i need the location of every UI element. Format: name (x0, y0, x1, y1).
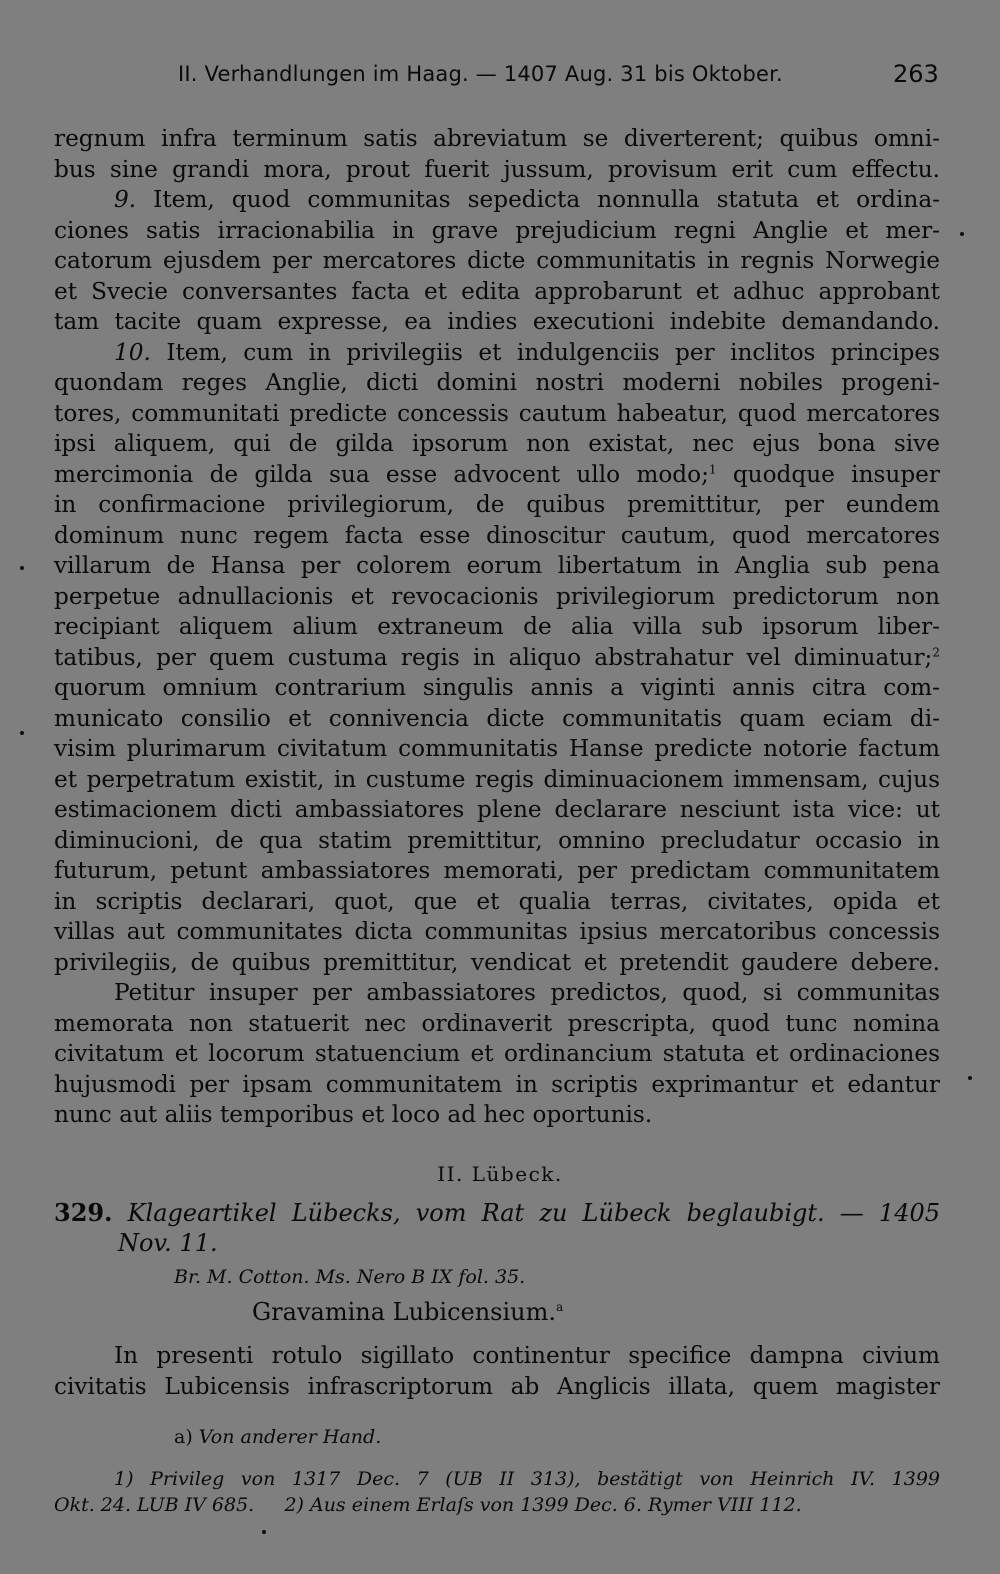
text-line: privilegiis, de quibus premittitur, vendicat et pretendit gaudere debere. (54, 948, 940, 976)
footnote-segment: 2) Aus einem Erlaſs von 1399 Dec. 6. Rymer VIII 112. (284, 1494, 802, 1516)
text-line: tores, communitati predicte concessis cautum habeatur, quod mercatores (54, 399, 940, 427)
text-segment: quodque insuper (716, 460, 940, 488)
text-line: quorum omnium contrarium singulis annis a viginti annis citra com- (54, 674, 940, 701)
footnotes (54, 1466, 940, 1518)
text-segment: mercimonia de gilda sua esse advocent ullo modo; (54, 460, 709, 488)
document-date: Nov. 11. (118, 1229, 218, 1257)
page-number: 263 (893, 60, 939, 88)
main-text (54, 124, 940, 1131)
text-line: tam tacite quam expresse, ea indies executioni indebite demandando. (54, 308, 940, 335)
note-text: Von anderer Hand. (198, 1426, 382, 1448)
text-line: bus sine grandi mora, prout fuerit jussum, provisum erit cum effectu. (54, 155, 940, 183)
text-line: recipiant aliquem alium extraneum de alia villa sub ipsorum liber- (54, 613, 940, 640)
text-line: diminucioni, de qua statim premittitur, omnino precludatur occasio in (54, 826, 940, 854)
margin-speck (262, 1530, 266, 1534)
source-citation: Br. M. Cotton. Ms. Nero B IX fol. 35. (174, 1266, 526, 1288)
item-number: 10. (114, 338, 151, 366)
text-line: villarum de Hansa per colorem eorum libertatum in Anglia sub pena (54, 552, 940, 579)
text-line: memorata non statuerit nec ordinaverit prescripta, quod tunc nomina (54, 1009, 940, 1037)
text-line: regnum infra terminum satis abreviatum se diverterent; quibus omni- (54, 125, 940, 152)
text-line: civitatis Lubicensis infrascriptorum ab Anglicis illata, quem magister (54, 1373, 940, 1400)
text-line: villas aut communitates dicta communitas ipsius mercatoribus concessis (54, 918, 940, 945)
document-heading (54, 1198, 940, 1258)
document-number: 329. (54, 1198, 113, 1227)
text-line (54, 338, 940, 369)
document-title: Klageartikel Lübecks, vom Rat zu Lübeck beglaubigt. — 1405 (127, 1199, 941, 1227)
text-line: in confirmacione privilegiorum, de quibus premittitur, per eundem (54, 491, 940, 518)
textual-note (174, 1426, 381, 1448)
text-line: nunc aut aliis temporibus et loco ad hec oportunis. (54, 1101, 653, 1128)
note-label: a) (174, 1426, 193, 1448)
text-segment: tatibus, per quem custuma regis in aliquo abstrahatur vel diminuatur; (54, 643, 933, 671)
margin-speck (20, 731, 24, 735)
text-line (54, 460, 940, 491)
margin-speck (960, 232, 964, 236)
footnote-ref: 2 (932, 644, 940, 659)
footnote-ref: 1 (708, 461, 717, 476)
text-segment: Item, cum in privilegiis et indulgenciis per inclitos principes (166, 338, 940, 366)
text-line: ciones satis irracionabilia in grave prejudicium regni Anglie et mer- (54, 216, 940, 244)
item-number: 9. (114, 186, 137, 213)
text-segment: Item, quod communitas sepedicta nonnulla statuta et ordina- (153, 186, 940, 213)
footnote-segment: Okt. 24. LUB IV 685. (54, 1494, 255, 1516)
text-line: et Svecie conversantes facta et edita approbarunt et adhuc approbant (54, 277, 940, 305)
text-line (54, 643, 940, 674)
footnote-line (54, 1492, 940, 1518)
text-line: estimacionem dicti ambassiatores plene declarare nesciunt ista vice: ut (54, 796, 940, 823)
text-line: et perpetratum existit, in custume regis diminuacionem immensam, cujus (54, 765, 940, 793)
text-line: civitatum et locorum statuencium et ordinancium statuta et ordinaciones (54, 1040, 940, 1067)
section-heading: II. Lübeck. (437, 1162, 563, 1186)
running-title: II. Verhandlungen im Haag. — 1407 Aug. 31 bis Oktober. (178, 62, 783, 86)
text-line: ipsi aliquem, qui de gilda ipsorum non existat, nec ejus bona sive (54, 430, 940, 457)
text-line: futurum, petunt ambassiatores memorati, per predictam communitatem (54, 857, 940, 884)
text-line: catorum ejusdem per mercatores dicte communitatis in regnis Norwegie (54, 247, 940, 274)
document-subheading (252, 1298, 563, 1326)
text-line: in scriptis declarari, quot, que et qualia terras, civitates, opida et (54, 887, 940, 915)
text-line: perpetue adnullacionis et revocacionis privilegiorum predictorum non (54, 582, 940, 610)
text-line: visim plurimarum civitatum communitatis Hanse predicte notorie factum (54, 735, 940, 762)
margin-speck (968, 1076, 972, 1080)
footnote-line: 1) Privileg von 1317 Dec. 7 (UB II 313), bestätigt von Heinrich IV. 1399 (114, 1468, 940, 1490)
text-line: In presenti rotulo sigillato continentur specifice dampna civium (114, 1342, 940, 1369)
running-header (0, 62, 1000, 96)
text-line (54, 185, 940, 216)
text-line: Petitur insuper per ambassiatores predictos, quod, si communitas (114, 979, 940, 1006)
text-line: dominum nunc regem facta esse dinoscitur cautum, quod mercatores (54, 521, 940, 549)
margin-speck (20, 566, 24, 570)
document-intro (54, 1340, 940, 1402)
document-title-line (54, 1198, 940, 1228)
text-line: municato consilio et connivencia dicte communitatis quam eciam di- (54, 704, 940, 732)
text-line: hujusmodi per ipsam communitatem in scriptis exprimantur et edantur (54, 1070, 940, 1098)
footnote-ref: a (556, 1300, 564, 1314)
text-line: quondam reges Anglie, dicti domini nostri moderni nobiles progeni- (54, 369, 940, 396)
subheading-text: Gravamina Lubicensium. (252, 1298, 557, 1326)
